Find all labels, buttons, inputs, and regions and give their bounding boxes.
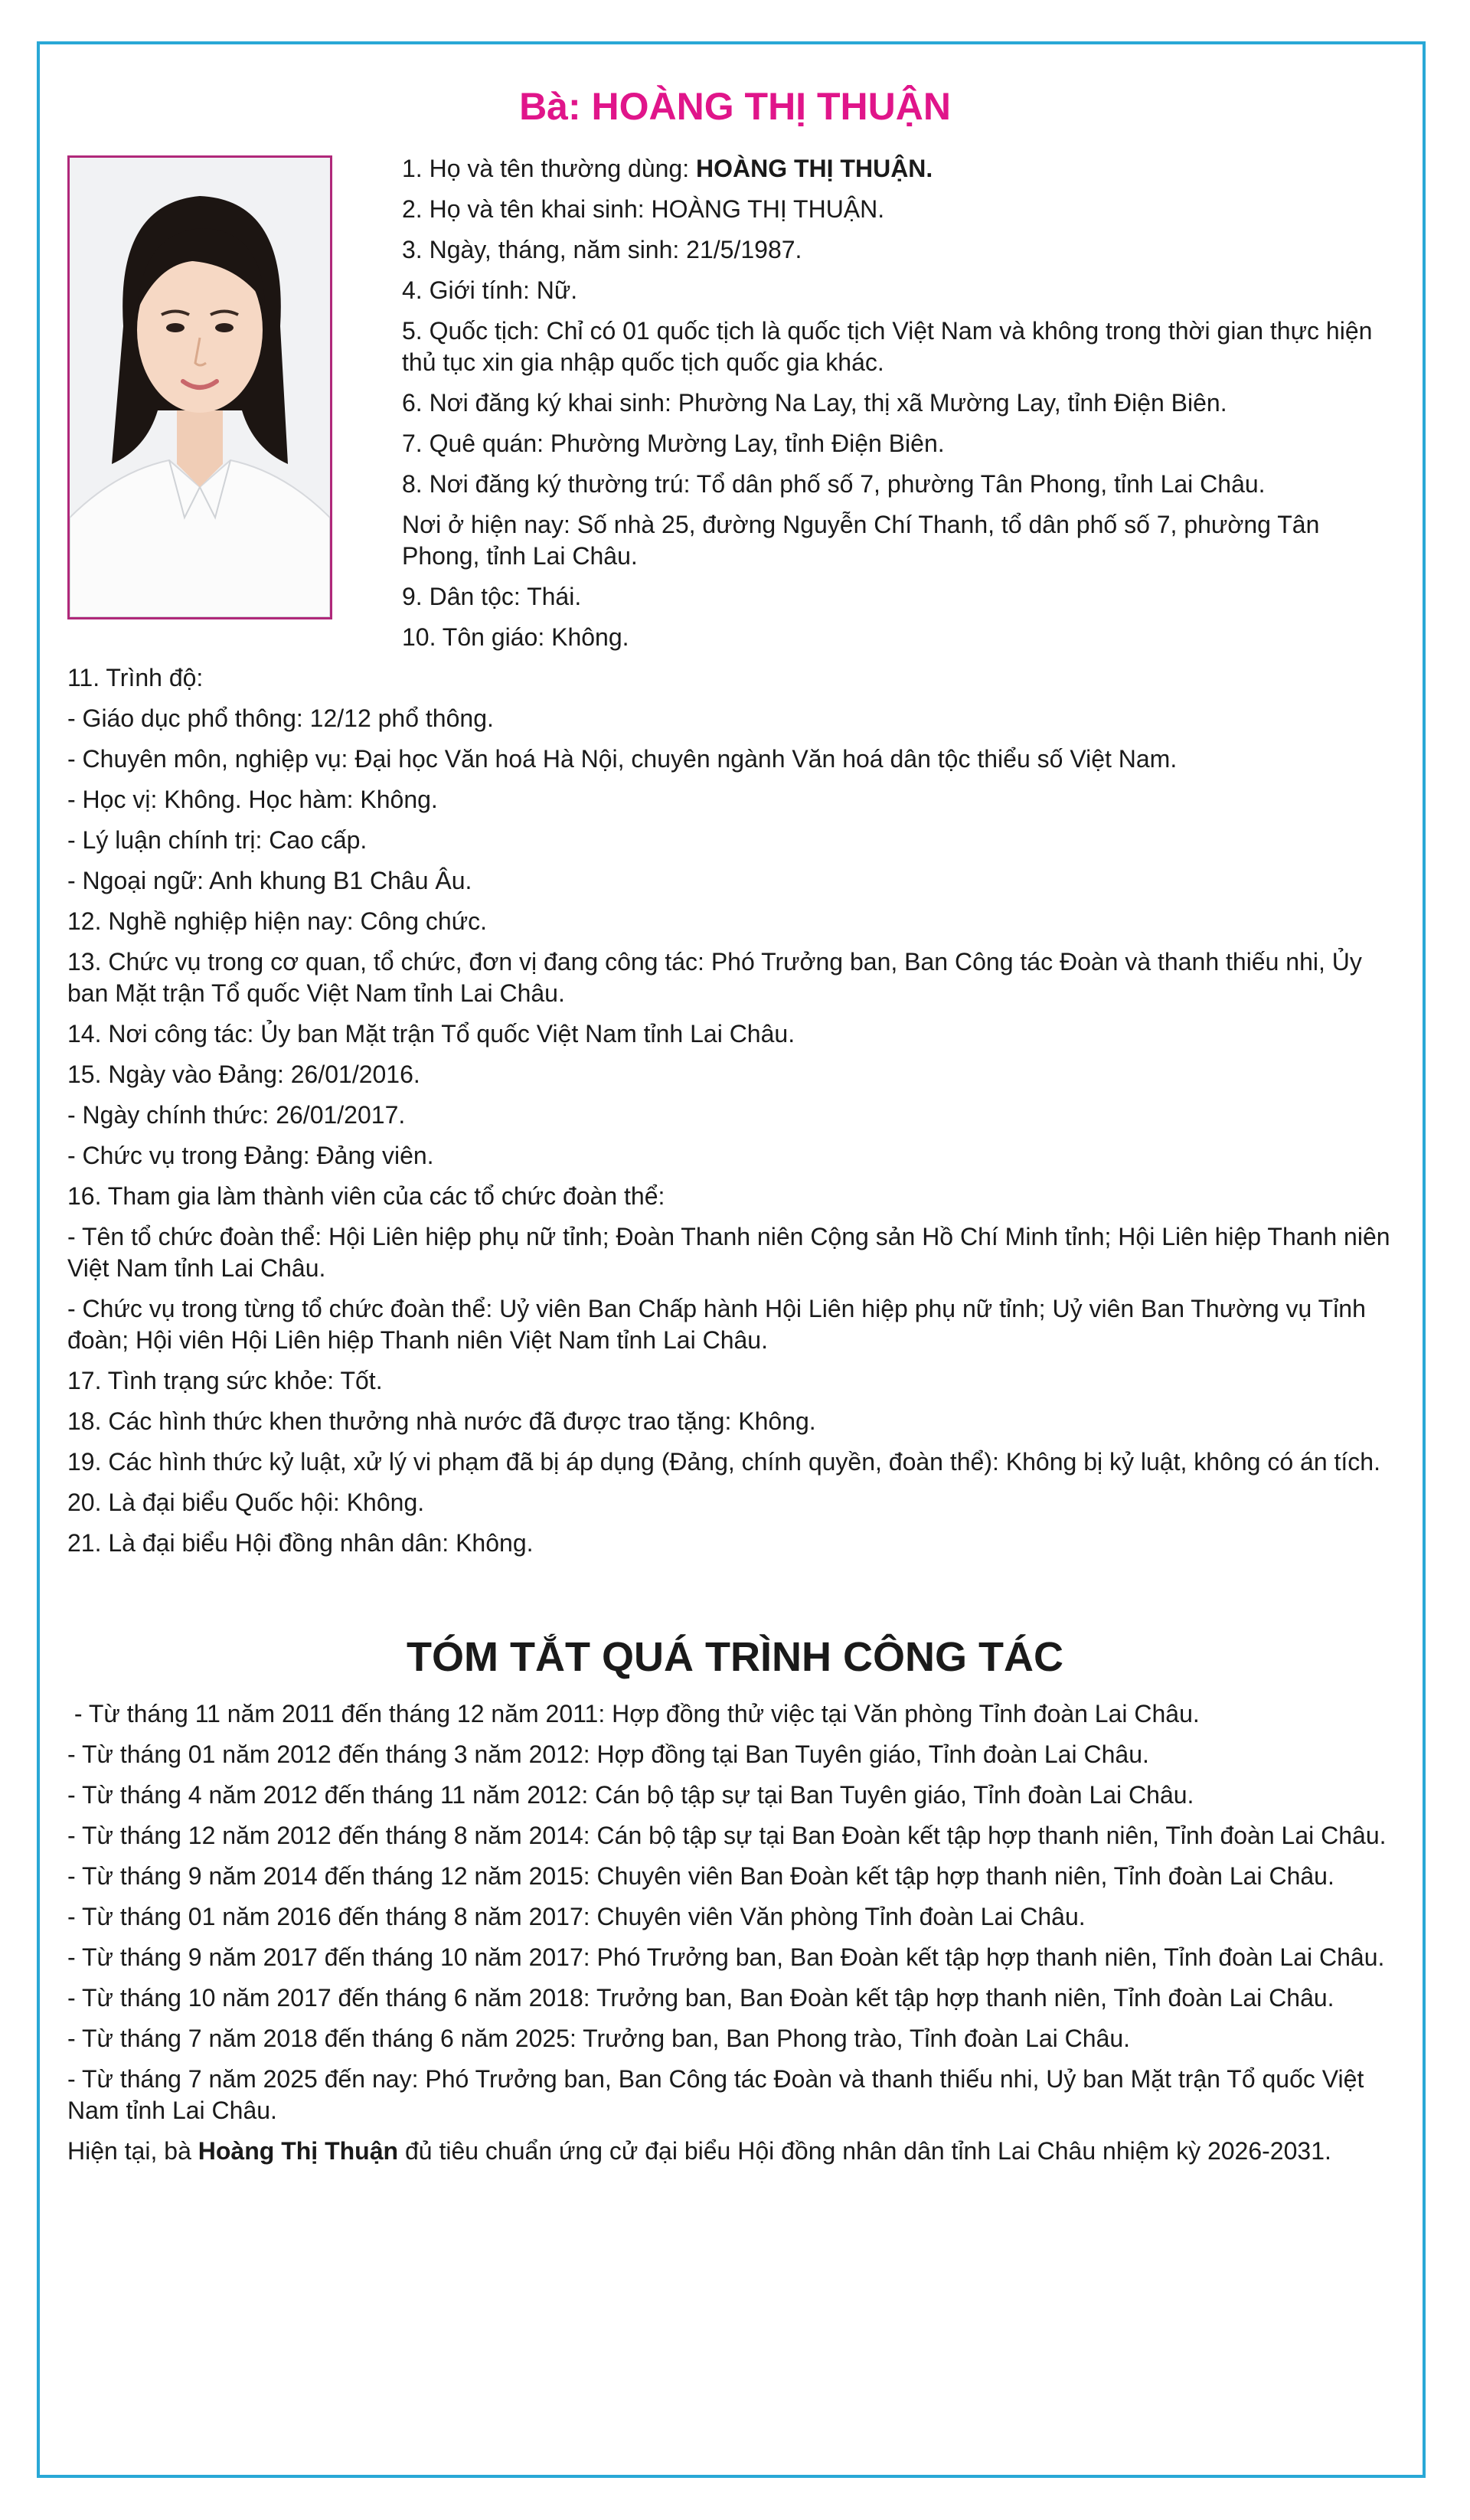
info-line: - Chuyên môn, nghiệp vụ: Đại học Văn hoá Hà Nội, chuyên ngành Văn hoá dân tộc thiểu số Việt Nam. [67,745,1178,773]
info-line: 13. Chức vụ trong cơ quan, tổ chức, đơn vị đang công tác: Phó Trưởng ban, Ban Công tác Đoàn và thanh thiếu nhi, Ủy ban Mặt trận Tổ quốc Việt Nam tỉnh Lai Châu. [67,948,1362,1007]
conclusion-name: Hoàng Thị Thuận [198,2137,399,2165]
info-item-3: 3. Ngày, tháng, năm sinh: 21/5/1987. [402,236,802,263]
info-item-10: 10. Tôn giáo: Không. [402,623,629,651]
page-title: Bà: HOÀNG THỊ THUẬN [519,85,951,128]
career-item: - Từ tháng 7 năm 2018 đến tháng 6 năm 2025: Trưởng ban, Ban Phong trào, Tỉnh đoàn Lai Châu. [67,2025,1131,2052]
info-line: - Học vị: Không. Học hàm: Không. [67,786,438,813]
personal-info-top [402,153,1397,662]
info-line: - Ngoại ngữ: Anh khung B1 Châu Âu. [67,867,472,894]
info-item-4: 4. Giới tính: Nữ. [402,276,578,304]
info-line: 21. Là đại biểu Hội đồng nhân dân: Không. [67,1529,534,1557]
info-item-2: 2. Họ và tên khai sinh: HOÀNG THỊ THUẬN. [402,195,885,223]
career-item: - Từ tháng 11 năm 2011 đến tháng 12 năm 2011: Hợp đồng thử việc tại Văn phòng Tỉnh đoàn Lai Châu. [67,1700,1200,1727]
career-item: - Từ tháng 10 năm 2017 đến tháng 6 năm 2018: Trưởng ban, Ban Đoàn kết tập hợp thanh niên, Tỉnh đoàn Lai Châu. [67,1984,1334,2012]
info-line: - Giáo dục phổ thông: 12/12 phổ thông. [67,704,494,732]
full-name: HOÀNG THỊ THUẬN. [695,155,933,182]
conclusion-paragraph: Hiện tại, bà Hoàng Thị Thuận đủ tiêu chuẩn ứng cử đại biểu Hội đồng nhân dân tỉnh Lai Châu nhiệm kỳ 2026-2031. [67,2137,1331,2165]
info-item-6: 6. Nơi đăng ký khai sinh: Phường Na Lay, thị xã Mường Lay, tỉnh Điện Biên. [402,389,1227,417]
career-section-title: TÓM TẮT QUÁ TRÌNH CÔNG TÁC [407,1634,1063,1680]
info-line: 11. Trình độ: [67,664,204,691]
info-line: - Ngày chính thức: 26/01/2017. [67,1101,406,1129]
info-line: - Chức vụ trong Đảng: Đảng viên. [67,1142,434,1169]
info-line: 16. Tham gia làm thành viên của các tổ chức đoàn thể: [67,1182,665,1210]
career-item: - Từ tháng 01 năm 2016 đến tháng 8 năm 2017: Chuyên viên Văn phòng Tỉnh đoàn Lai Châu. [67,1903,1086,1930]
info-item-7: 7. Quê quán: Phường Mường Lay, tỉnh Điện Biên. [402,430,945,457]
info-line: 12. Nghề nghiệp hiện nay: Công chức. [67,907,488,935]
personal-info-bottom [67,662,1397,1568]
info-item-1: 1. Họ và tên thường dùng: HOÀNG THỊ THUẬN. [402,155,933,182]
info-line: - Tên tổ chức đoàn thể: Hội Liên hiệp phụ nữ tỉnh; Đoàn Thanh niên Cộng sản Hồ Chí Minh tỉnh; Hội Liên hiệp Thanh niên Việt Nam tỉnh Lai Châu. [67,1223,1390,1282]
info-current-address: Nơi ở hiện nay: Số nhà 25, đường Nguyễn Chí Thanh, tổ dân phố số 7, phường Tân Phong, tỉnh Lai Châu. [402,511,1320,570]
portrait-photo [67,155,332,619]
info-line: - Chức vụ trong từng tổ chức đoàn thể: Uỷ viên Ban Chấp hành Hội Liên hiệp phụ nữ tỉnh; Uỷ viên Ban Thường vụ Tỉnh đoàn; Hội viên Hội Liên hiệp Thanh niên Việt Nam tỉnh Lai Châu. [67,1295,1366,1354]
info-line: 20. Là đại biểu Quốc hội: Không. [67,1489,425,1516]
info-item-8: 8. Nơi đăng ký thường trú: Tổ dân phố số 7, phường Tân Phong, tỉnh Lai Châu. [402,470,1266,498]
career-item: - Từ tháng 9 năm 2017 đến tháng 10 năm 2017: Phó Trưởng ban, Ban Đoàn kết tập hợp thanh niên, Tỉnh đoàn Lai Châu. [67,1943,1385,1971]
career-list [67,1698,1397,2176]
info-item-5: 5. Quốc tịch: Chỉ có 01 quốc tịch là quốc tịch Việt Nam và không trong thời gian thực hiện thủ tục xin gia nhập quốc tịch quốc gia khác. [402,317,1373,376]
career-item: - Từ tháng 9 năm 2014 đến tháng 12 năm 2015: Chuyên viên Ban Đoàn kết tập hợp thanh niên, Tỉnh đoàn Lai Châu. [67,1862,1334,1890]
info-line: 14. Nơi công tác: Ủy ban Mặt trận Tổ quốc Việt Nam tỉnh Lai Châu. [67,1020,795,1048]
info-line: 18. Các hình thức khen thưởng nhà nước đã được trao tặng: Không. [67,1407,816,1435]
info-item-9: 9. Dân tộc: Thái. [402,583,582,610]
career-item: - Từ tháng 01 năm 2012 đến tháng 3 năm 2012: Hợp đồng tại Ban Tuyên giáo, Tỉnh đoàn Lai Châu. [67,1740,1149,1768]
info-line: - Lý luận chính trị: Cao cấp. [67,826,368,854]
career-item: - Từ tháng 4 năm 2012 đến tháng 11 năm 2012: Cán bộ tập sự tại Ban Tuyên giáo, Tỉnh đoàn Lai Châu. [67,1781,1194,1809]
info-line: 15. Ngày vào Đảng: 26/01/2016. [67,1061,420,1088]
info-line: 17. Tình trạng sức khỏe: Tốt. [67,1367,383,1394]
career-item: - Từ tháng 12 năm 2012 đến tháng 8 năm 2014: Cán bộ tập sự tại Ban Đoàn kết tập hợp thanh niên, Tỉnh đoàn Lai Châu. [67,1822,1387,1849]
career-item: - Từ tháng 7 năm 2025 đến nay: Phó Trưởng ban, Ban Công tác Đoàn và thanh thiếu nhi, Uỷ ban Mặt trận Tổ quốc Việt Nam tỉnh Lai Châu. [67,2065,1364,2124]
portrait-image [70,158,330,617]
info-line: 19. Các hình thức kỷ luật, xử lý vi phạm đã bị áp dụng (Đảng, chính quyền, đoàn thể): Không bị kỷ luật, không có án tích. [67,1448,1380,1476]
